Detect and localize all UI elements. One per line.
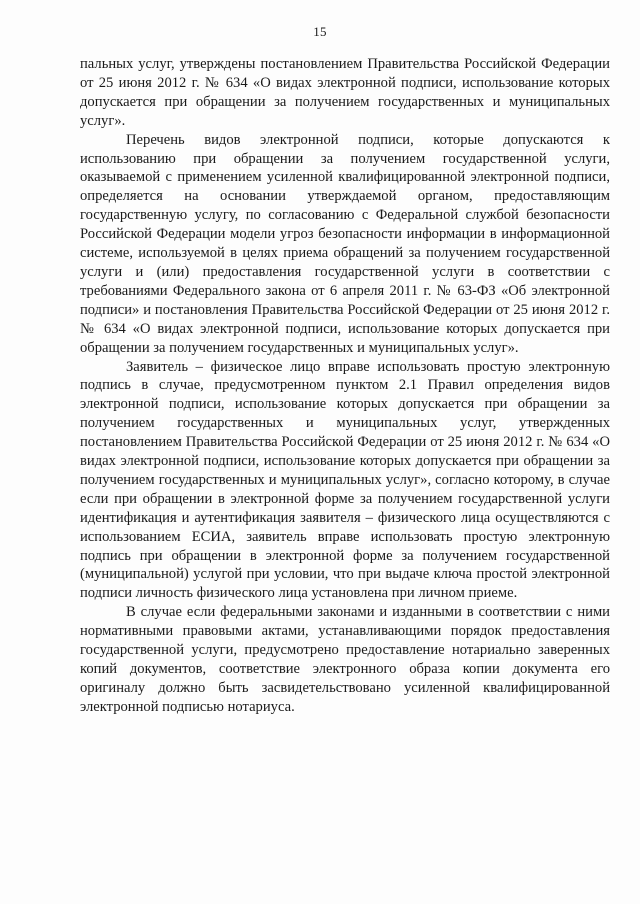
document-body: [80, 55, 610, 717]
paragraph-4: В случае если федеральными законами и изданными в соответствии с ними нормативными правовыми актами, устанавливающими порядок предоставления государственной услуги, предусмотрено предоставление нотариально заверенных копий документов, соответствие электронного образа копии документа его оригиналу должно быть засвидетельствовано усиленной квалифицированной электронной подписью нотариуса.: [80, 604, 610, 715]
paragraph-2: Перечень видов электронной подписи, которые допускаются к использованию при обращении за получением государственной услуги, оказываемой с применением усиленной квалифицированной электронной подписи, определяется на основании утверждаемой органом, предоставляющим государственную услугу, по согласованию с Федеральной службой безопасности Российской Федерации модели угроз безопасности информации в информационной системе, используемой в целях приема обращений за получением государственной услуги и (или) предоставления государственной услуги в соответствии с требованиями Федерального закона от 6 апреля 2011 г. № 63-ФЗ «Об электронной подписи» и постановления Правительства Российской Федерации от 25 июня 2012 г. № 634 «О видах электронной подписи, использование которых допускается при обращении за получением государственных и муниципальных услуг».: [80, 131, 610, 356]
page-number: 15: [313, 24, 327, 39]
paragraph-1: пальных услуг, утверждены постановлением Правительства Российской Федерации от 25 июня 2012 г. № 634 «О видах электронной подписи, использование которых допускается при обращении за получением государственных и муниципальных услуг».: [80, 56, 610, 129]
paragraph-3: Заявитель – физическое лицо вправе использовать простую электронную подпись в случае, предусмотренном пунктом 2.1 Правил определения видов электронной подписи, использование которых допускается при обращении за получением государственных и муниципальных услуг, утвержденных постановлением Правительства Российской Федерации от 25 июня 2012 г. № 634 «О видах электронной подписи, использование которых допускается при обращении за получением государственных и муниципальных услуг», согласно которому, в случае если при обращении в электронной форме за получением государственной услуги идентификация и аутентификация заявителя – физического лица осуществляются с использованием ЕСИА, заявитель вправе использовать простую электронную подпись при обращении в электронной форме за получением государственной (муниципальной) услугой при условии, что при выдаче ключа простой электронной подписи личность физического лица установлена при личном приеме.: [80, 358, 610, 602]
